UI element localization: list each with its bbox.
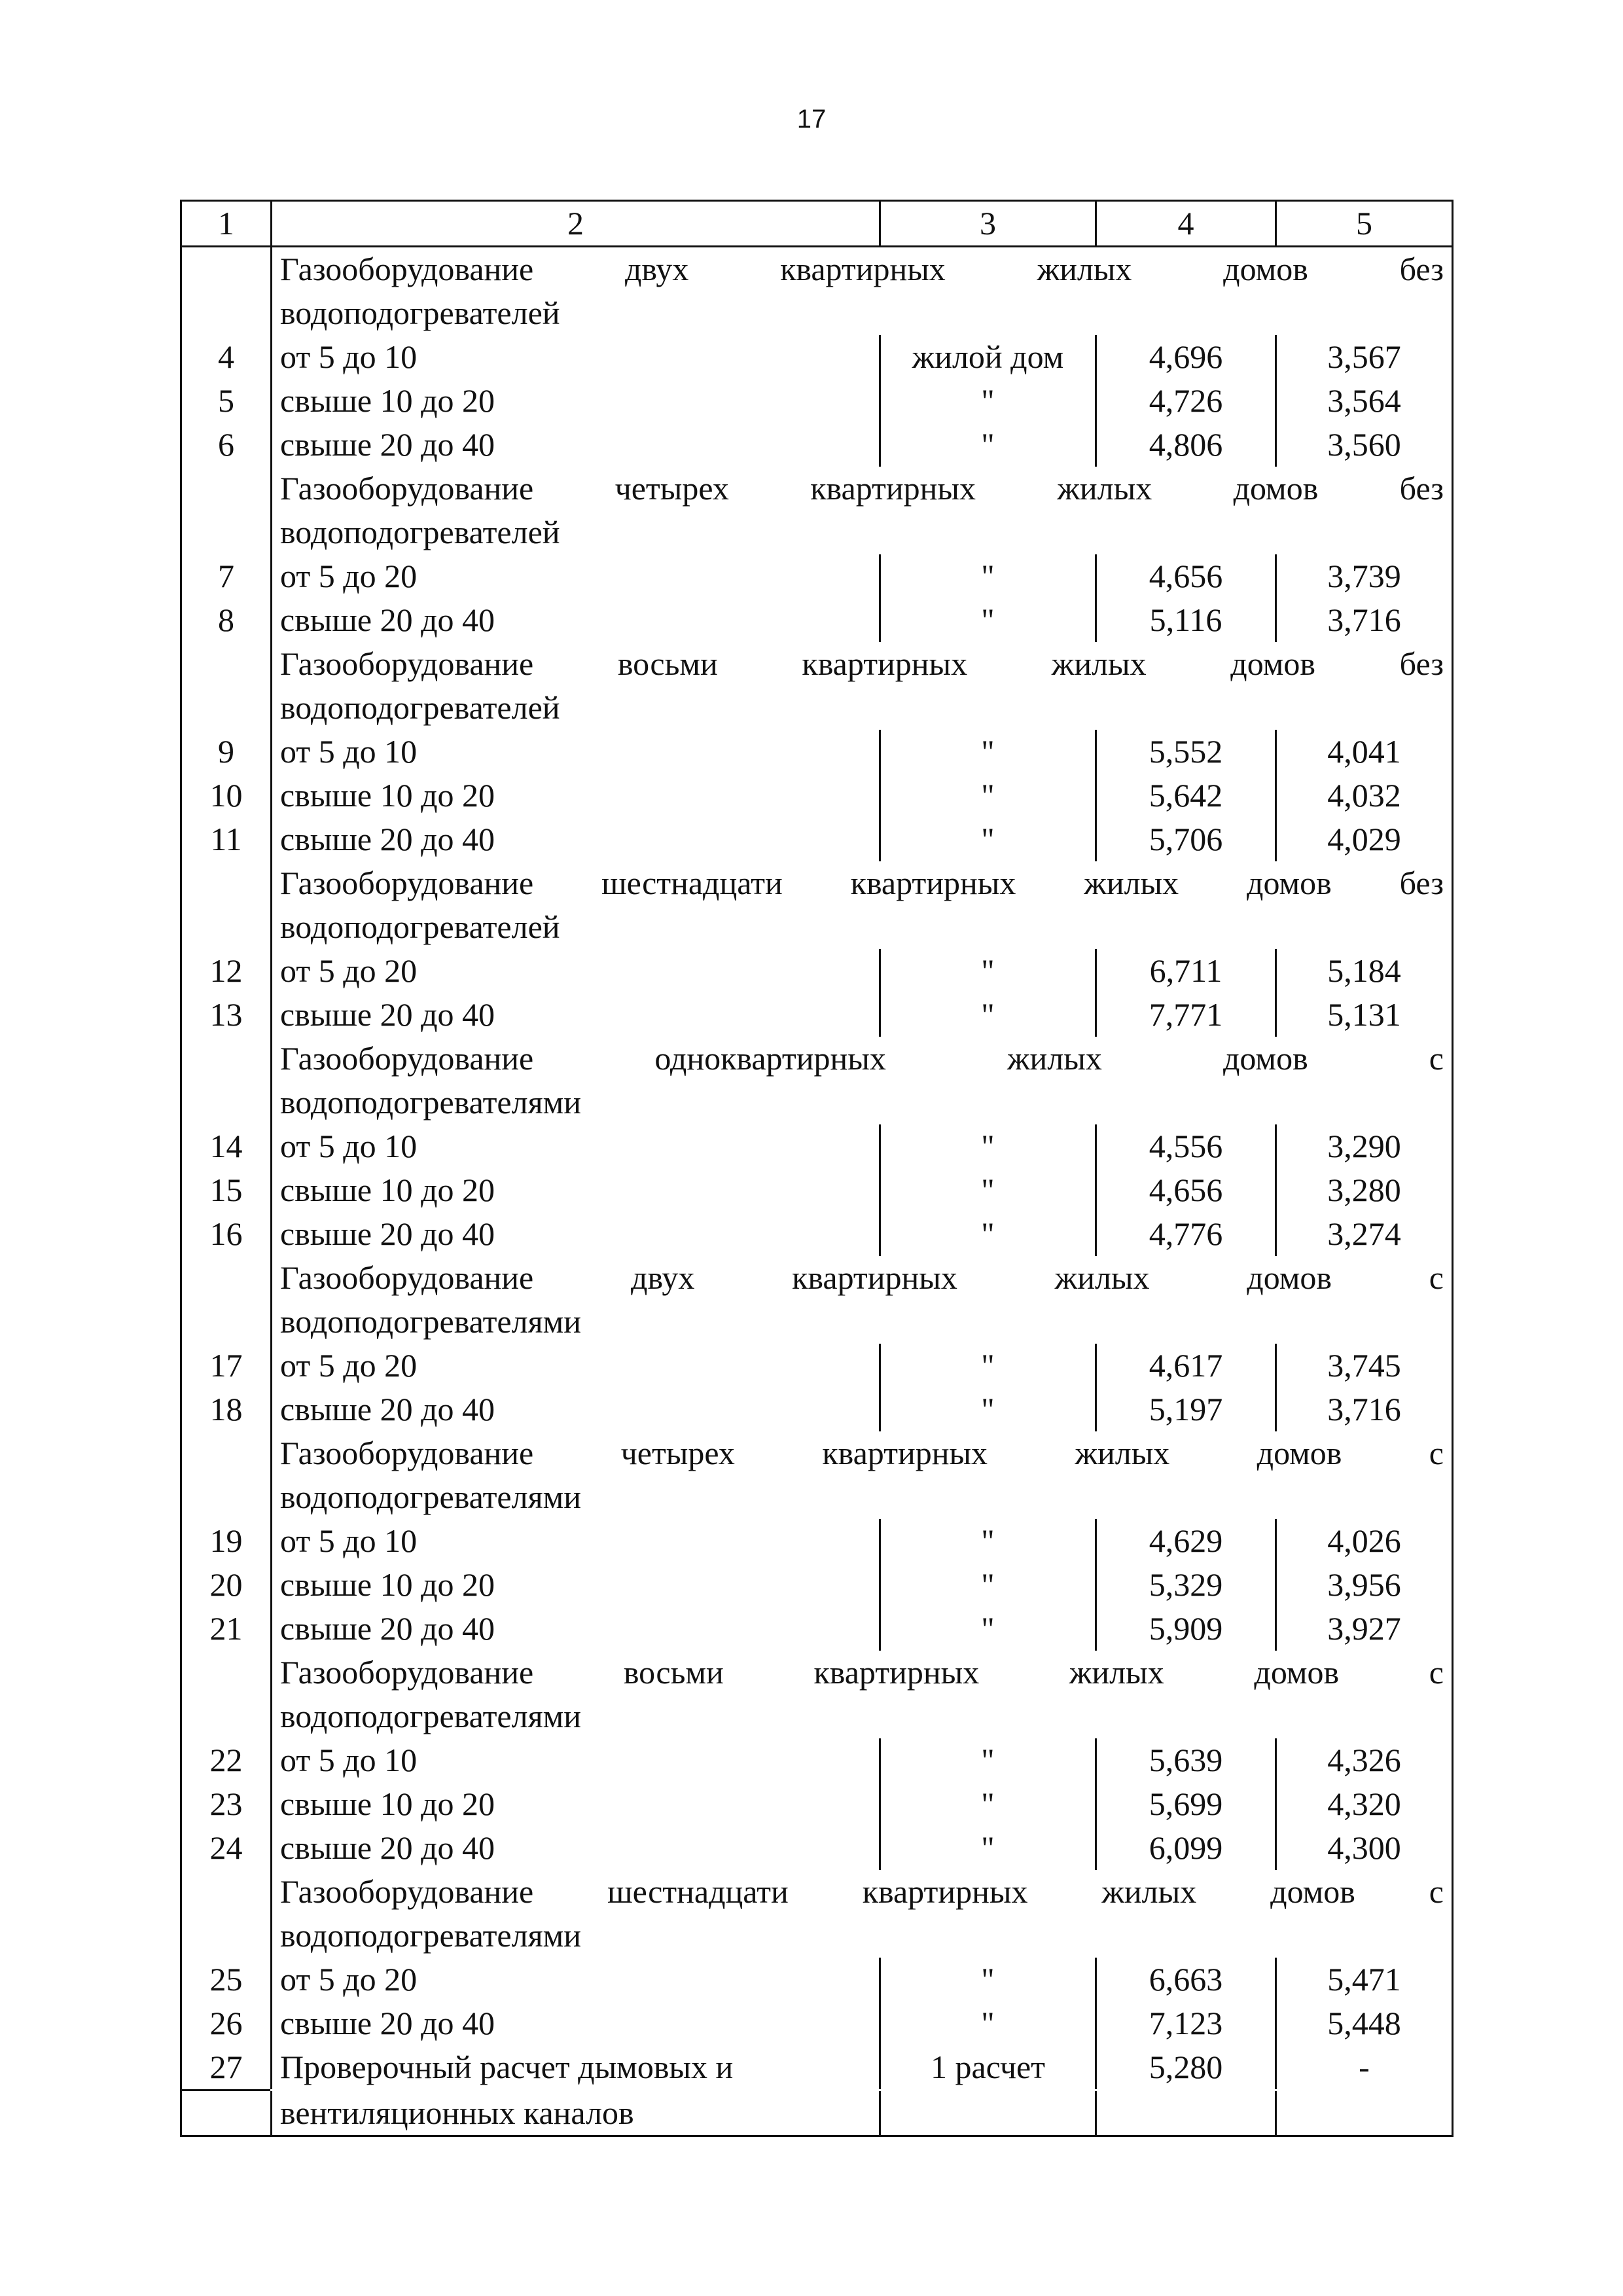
row-description: свыше 10 до 20 [270,379,879,423]
row-number: 12 [209,952,243,989]
row-value-4: 5,642 [1095,774,1275,817]
row-value-5: 4,029 [1275,817,1452,861]
table-section [182,861,1452,1037]
row-number: 6 [218,426,234,463]
row-description: свыше 20 до 40 [270,1607,879,1651]
table-section [182,247,1452,467]
header-col-4: 4 [1095,202,1275,247]
section-title-line-1: Газооборудование четырех квартирных жилых домов с [270,1431,1452,1475]
row-value-4: 4,696 [1095,335,1275,379]
row-number: 26 [209,2005,243,2041]
row-description: от 5 до 10 [270,1519,879,1563]
row-number: 22 [209,1742,243,1778]
row-value-4: 5,639 [1095,1738,1275,1782]
row-number: 8 [218,601,234,638]
row-description: от 5 до 10 [270,335,879,379]
row-unit: " [879,1826,1095,1870]
section-title-line-1: Газооборудование двух квартирных жилых домов без [270,247,1452,291]
row-value-4: 5,706 [1095,817,1275,861]
section-title-line-1: Газооборудование двух квартирных жилых домов с [270,1256,1452,1300]
section-title-line-2: водоподогревателями [270,1914,1452,1958]
row-value-4: 5,197 [1095,1388,1275,1431]
row-value-4: 6,099 [1095,1826,1275,1870]
row-value-5-cont [1275,2091,1452,2137]
row-description: от 5 до 20 [270,554,879,598]
row-unit: " [879,1607,1095,1651]
row-unit: " [879,598,1095,642]
header-col-5: 5 [1275,202,1452,247]
row-value-5: 3,739 [1275,554,1452,598]
row-number: 16 [209,1215,243,1252]
row-value-5: 3,745 [1275,1344,1452,1388]
row-unit: " [879,1388,1095,1431]
section-title-line-1: Газооборудование четырех квартирных жилых домов без [270,467,1452,511]
section-number-empty [182,905,270,949]
row-value-4: 4,656 [1095,1168,1275,1212]
row-value-4: 7,771 [1095,993,1275,1037]
row-description: свыше 10 до 20 [270,1168,879,1212]
row-value-5: 4,041 [1275,730,1452,774]
row-number: 13 [209,996,243,1033]
row-value-4: 5,116 [1095,598,1275,642]
section-number-empty [182,1256,270,1300]
row-value-5: 3,716 [1275,598,1452,642]
row-value-5: 5,448 [1275,2001,1452,2045]
row-value-4: 5,699 [1095,1782,1275,1826]
row-unit: " [879,993,1095,1037]
row-value-5: 3,927 [1275,1607,1452,1651]
row-unit: " [879,554,1095,598]
row-unit: " [879,774,1095,817]
row-value-5: 3,280 [1275,1168,1452,1212]
row-value-5: 3,567 [1275,335,1452,379]
row-value-4: 5,329 [1095,1563,1275,1607]
row-number: 4 [218,338,234,375]
row-number: 25 [209,1961,243,1998]
table-body [182,247,1452,2045]
row-unit: " [879,1563,1095,1607]
table-section [182,467,1452,642]
row-unit: " [879,730,1095,774]
section-number-empty [182,467,270,511]
row-unit: " [879,1958,1095,2001]
row-number: 20 [209,1566,243,1603]
row-description: свыше 10 до 20 [270,774,879,817]
row-unit: 1 расчет [879,2045,1095,2089]
section-title-line-1: Газооборудование восьми квартирных жилых домов с [270,1651,1452,1695]
row-number: 19 [209,1522,243,1559]
row-value-4-cont [1095,2091,1275,2137]
section-title-line-2: водоподогревателями [270,1475,1452,1519]
row-value-5: 4,320 [1275,1782,1452,1826]
row-value-5: 4,032 [1275,774,1452,817]
section-number-empty [182,1870,270,1914]
row-value-5: 3,274 [1275,1212,1452,1256]
row-value-5: 3,560 [1275,423,1452,467]
section-number-empty [182,511,270,554]
row-number: 11 [210,821,242,857]
row-value-5: 4,326 [1275,1738,1452,1782]
table-section [182,642,1452,861]
section-title-line-1: Газооборудование восьми квартирных жилых домов без [270,642,1452,686]
section-number-empty [182,291,270,335]
row-unit-cont [879,2091,1095,2137]
section-number-empty [182,1300,270,1344]
row-value-4: 4,806 [1095,423,1275,467]
row-unit: " [879,1168,1095,1212]
row-value-4: 5,280 [1095,2045,1275,2089]
section-number-empty [182,1431,270,1475]
row-value-5: 5,131 [1275,993,1452,1037]
row-unit: " [879,423,1095,467]
section-title-line-1: Газооборудование шестнадцати квартирных жилых домов с [270,1870,1452,1914]
row-value-5: 4,300 [1275,1826,1452,1870]
row-description: свыше 10 до 20 [270,1563,879,1607]
row-number: 24 [209,1829,243,1866]
row-value-5: 3,290 [1275,1124,1452,1168]
table-section [182,1431,1452,1651]
table-row-final [182,2045,1452,2137]
row-description: свыше 20 до 40 [270,817,879,861]
row-description: свыше 20 до 40 [270,2001,879,2045]
section-number-empty [182,1914,270,1958]
row-value-4: 5,909 [1095,1607,1275,1651]
row-value-4: 4,726 [1095,379,1275,423]
section-number-empty [182,1695,270,1738]
header-col-3: 3 [879,202,1095,247]
section-title-line-2: водоподогревателей [270,905,1452,949]
row-unit: жилой дом [879,335,1095,379]
row-unit: " [879,379,1095,423]
section-title-line-2: водоподогревателями [270,1695,1452,1738]
row-number: 15 [209,1172,243,1208]
row-unit: " [879,1124,1095,1168]
row-description: от 5 до 10 [270,730,879,774]
row-description: свыше 20 до 40 [270,993,879,1037]
section-title-line-2: водоподогревателями [270,1081,1452,1124]
section-title-line-2: водоподогревателями [270,1300,1452,1344]
table-header-row [182,202,1452,247]
section-number-empty [182,1651,270,1695]
section-number-empty [182,1475,270,1519]
row-number: 18 [209,1391,243,1427]
row-value-5: 3,564 [1275,379,1452,423]
row-value-4: 6,711 [1095,949,1275,993]
table-section [182,1651,1452,1870]
row-value-4: 6,663 [1095,1958,1275,2001]
row-unit: " [879,1519,1095,1563]
row-unit: " [879,817,1095,861]
header-col-2: 2 [270,202,879,247]
row-description: от 5 до 20 [270,1958,879,2001]
row-value-4: 4,629 [1095,1519,1275,1563]
row-description: свыше 20 до 40 [270,598,879,642]
row-unit: " [879,1212,1095,1256]
row-unit: " [879,1738,1095,1782]
row-number: 14 [209,1128,243,1164]
section-number-empty [182,1037,270,1081]
row-value-4: 4,617 [1095,1344,1275,1388]
row-value-4: 4,656 [1095,554,1275,598]
row-number: 21 [209,1610,243,1647]
row-number: 7 [218,558,234,594]
section-number-empty [182,247,270,291]
row-number: 9 [218,733,234,770]
row-description: от 5 до 10 [270,1738,879,1782]
section-number-empty [182,686,270,730]
row-description: свыше 20 до 40 [270,1212,879,1256]
section-number-empty [182,1081,270,1124]
row-number: 23 [209,1785,243,1822]
section-title-line-2: водоподогревателей [270,291,1452,335]
table-section [182,1256,1452,1431]
section-title-line-2: водоподогревателей [270,686,1452,730]
row-number: 27 [182,2045,270,2091]
section-title-line-2: водоподогревателей [270,511,1452,554]
section-number-empty [182,861,270,905]
row-value-5: 4,026 [1275,1519,1452,1563]
price-table [180,200,1454,2137]
row-value-5: 5,184 [1275,949,1452,993]
row-number: 17 [209,1347,243,1384]
row-unit: " [879,1344,1095,1388]
section-title-line-1: Газооборудование шестнадцати квартирных жилых домов без [270,861,1452,905]
row-description-cont: вентиляционных каналов [270,2091,879,2137]
row-unit: " [879,949,1095,993]
table-section [182,1037,1452,1256]
header-col-1: 1 [182,202,270,247]
row-description: свыше 20 до 40 [270,423,879,467]
table-section [182,1870,1452,2045]
row-description: свыше 20 до 40 [270,1826,879,1870]
row-value-4: 4,556 [1095,1124,1275,1168]
page-number: 17 [796,105,827,134]
row-number: 5 [218,382,234,419]
row-number: 10 [209,777,243,814]
section-title-line-1: Газооборудование одноквартирных жилых домов с [270,1037,1452,1081]
section-number-empty [182,642,270,686]
row-value-5: - [1275,2045,1452,2089]
row-value-5: 3,956 [1275,1563,1452,1607]
row-description: от 5 до 20 [270,1344,879,1388]
row-number-cont [182,2091,270,2137]
row-unit: " [879,1782,1095,1826]
row-unit: " [879,2001,1095,2045]
row-value-4: 4,776 [1095,1212,1275,1256]
row-description: от 5 до 10 [270,1124,879,1168]
row-description: свыше 20 до 40 [270,1388,879,1431]
row-description: свыше 10 до 20 [270,1782,879,1826]
row-value-4: 7,123 [1095,2001,1275,2045]
row-value-5: 3,716 [1275,1388,1452,1431]
row-description: от 5 до 20 [270,949,879,993]
row-description: Проверочный расчет дымовых и [270,2045,879,2089]
row-value-4: 5,552 [1095,730,1275,774]
row-value-5: 5,471 [1275,1958,1452,2001]
